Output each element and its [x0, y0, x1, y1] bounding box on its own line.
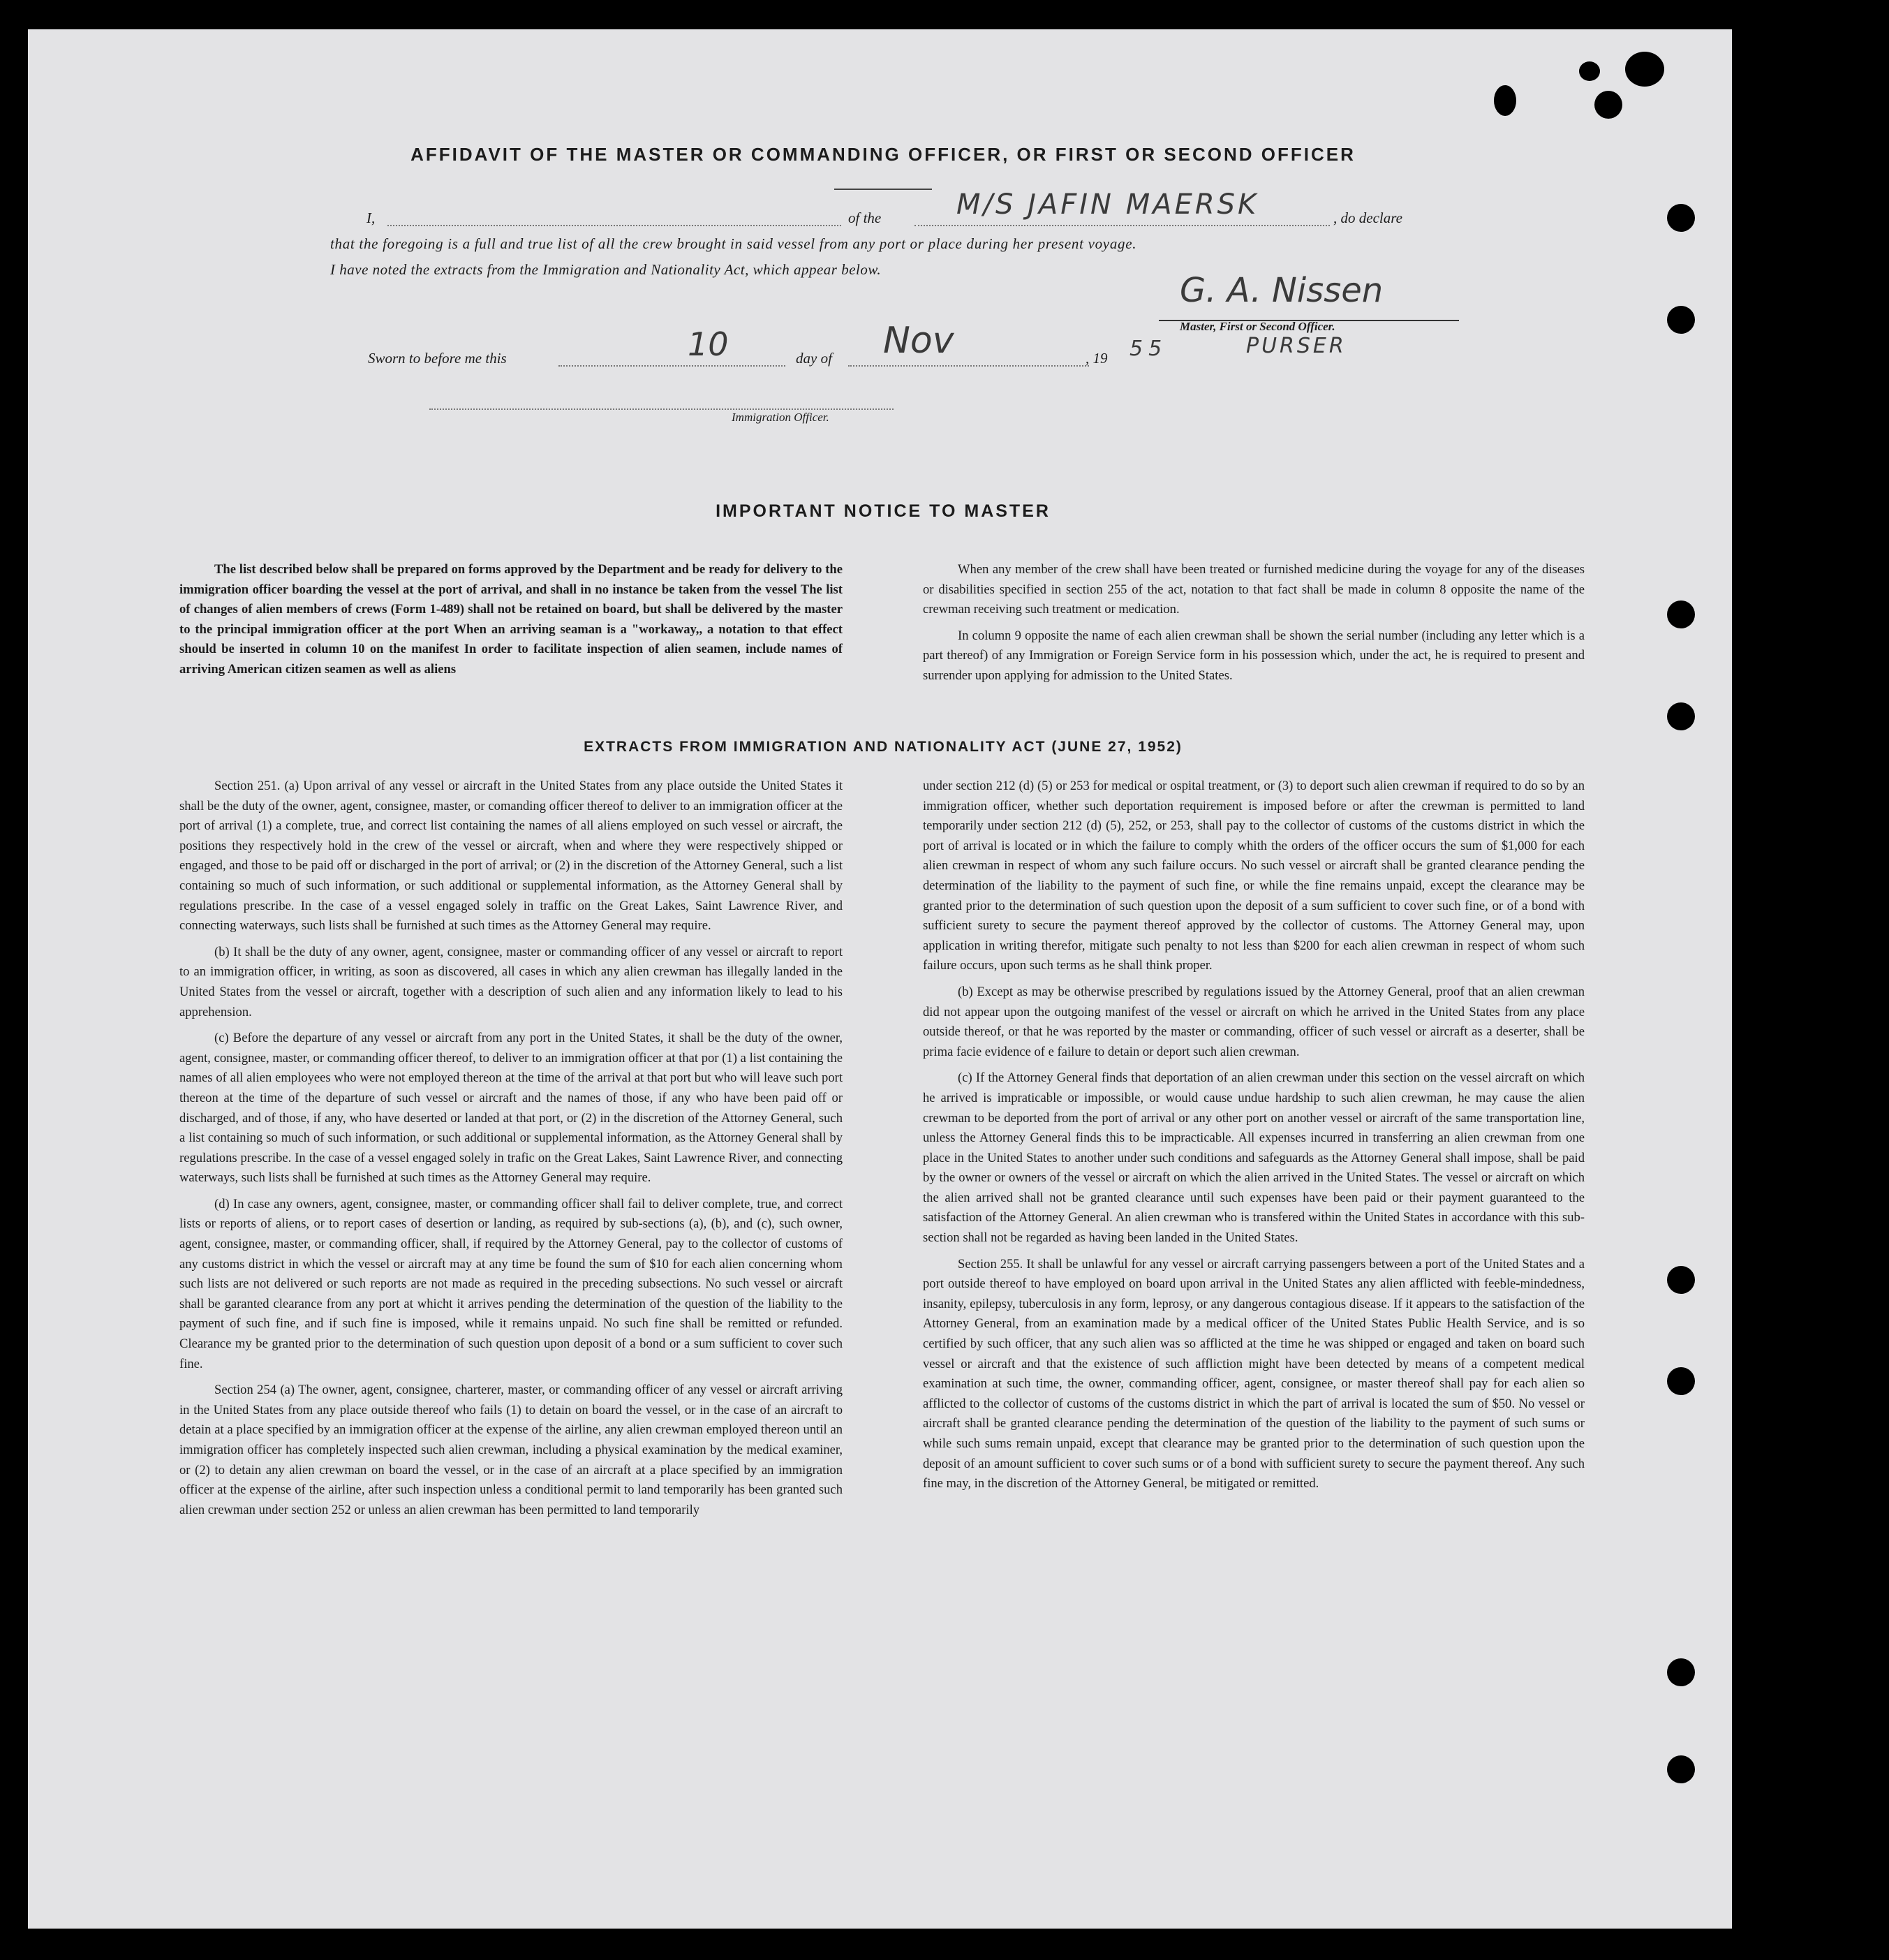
extracts-title: EXTRACTS FROM IMMIGRATION AND NATIONALITY ACT (JUNE 27, 1952) [584, 739, 1183, 755]
section-251-b: (b) It shall be the duty of any owner, agent, consignee, master or commanding officer of any vessel or aircraft to report to an immigration officer, in writing, as soon as discovered, all cases in which any alien crewman has illegally landed in the United States from the vessel or aircraft, together with a description of such alien and any information likely to lead to his apprehension. [179, 944, 843, 1019]
punch-hole [1667, 1266, 1695, 1294]
notice-right-paragraph-1: When any member of the crew shall have been treated or furnished medicine during the voyage for any of the diseases or disabilities specified in section 255 of the act, notation to that fact shall be made in column 8 opposite the name of the crewman receiving such treatment or medication. [923, 562, 1585, 617]
of-the-label: of the [848, 209, 882, 226]
month-blank [848, 365, 1089, 367]
day-blank [558, 365, 785, 367]
extracts-left-column [179, 776, 843, 1526]
affidavit-title: AFFIDAVIT OF THE MASTER OR COMMANDING OFFICER, OR FIRST OR SECOND OFFICER [410, 144, 1356, 165]
ink-blot [1494, 85, 1516, 116]
section-254-a: Section 254 (a) The owner, agent, consignee, charterer, master, or commanding officer of any vessel or aircraft arriving in the United States from any place outside thereof who fails (1) to detain on board the vessel, or in the case of an aircraft to detain at a place specified by an immigration officer at the expense of the airline, any alien crewman employed thereon until an immigration officer has completely inspected such alien crewman, including a physical examination by the medical examiner, or (2) to detain any alien crewman on board the vessel, or in the case of an aircraft at a place specified by an immigration officer at the expense of the airline, after such inspection unless a conditional permit to land temporarily has been granted such alien crewman under section 252 or unless an alien crewman has been permitted to land temporarily [179, 1383, 843, 1517]
notice-left-paragraph: The list described below shall be prepared on forms approved by the Department and be ready for delivery to the immigration officer boarding the vessel at the port of arrival, and shall in no instance be taken from the vessel The list of changes of alien members of crews (Form 1-489) shall not be retained on board, but shall be delivered by the master to the principal immigration officer at the port When an arriving seaman is a "workaway,, a notation to that effect should be inserted in column 10 on the manifest In order to facilitate inspection of alien seamen, include names of arriving American citizen seamen as well as aliens [179, 562, 843, 677]
signer-label: Master, First or Second Officer. [1180, 320, 1335, 333]
ink-blot [1625, 52, 1664, 87]
section-255: Section 255. It shall be unlawful for any vessel or aircraft carrying passengers between a port of the United States and a port outside thereof to have employed on board upon arrival in the United States any alien afflicted with feeble-mindedness, insanity, epilepsy, tuberculosis in any form, leprosy, or any dangerous contagious disease. If it appears to the satisfaction of the Attorney General, from an examination made by a medical officer of the United States Public Health Service, and is so certified by such officer, that any such alien was so afflicted at the time he was shipped or engaged and taken on board such vessel or aircraft and that the existence of such affliction might have been detected by means of a competent medical examination at such time, the owner, commanding officer, agent, consignee, or master thereof shall pay for each alien so afflicted to the collector of customs of the customs district in which the part of arrival is located the sum of $50. No vessel or aircraft shall be granted clearance pending the determination of the question of the liability to the payment of such sums or while such sums remain unpaid, except that clearance may be granted prior to the determination of such question upon the deposit of an amount sufficient to cover such sums or of a bond with sufficient surety to secure the payment thereof. Any such fine may, in the discretion of the Attorney General, be mitigated or remitted. [923, 1256, 1585, 1491]
ink-blot [1579, 61, 1600, 81]
notice-title: IMPORTANT NOTICE TO MASTER [716, 501, 1051, 521]
do-declare-label: , do declare [1333, 209, 1402, 226]
section-251-c: (c) Before the departure of any vessel or aircraft from any port in the United States, it shall be the duty of the owner, agent, consignee, master, or commanding officer thereof, to deliver to an immigration officer at that por (1) a list containing the names of all alien employees who were not employed thereon at the time of the arrival at that port but who will leave such port thereon at the time of the departure of such vessel or aircraft and the names of those, if any who have been paid off or discharged, and of those, if any, who have deserted or landed at that port, or (2) in the discretion of the Attorney General, such a list containing so much of such information, or such additional or supplemental information, as the Attorney General shall by regulations prescribe. In the case of a vessel engaged solely in trafic on the Great Lakes, Saint Lawrence River, and connecting waterways, such lists shall be furnished at such times as the Attorney General may require. [179, 1031, 843, 1186]
punch-hole [1667, 204, 1695, 232]
name-blank [387, 225, 841, 226]
signature: G. A. Nissen [1180, 271, 1384, 310]
punch-hole [1667, 600, 1695, 628]
sworn-label: Sworn to before me this [368, 350, 507, 367]
section-254-c: (c) If the Attorney General finds that deportation of an alien crewman under this section on the vessel aircraft on which he arrived is impraticable or impossible, or would cause undue hardship to such alien crewman, he may cause the alien crewman to be deported from the port of arrival or any other port on another vessel or aircraft of the same transportation line, unless the Attorney General finds this to be impracticable. All expenses incurred in transferring an alien crewman from one place in the United States to another under such conditions and safeguards as the Attorney General shall impose, shall be paid by the owner or owners of the vessel or aircraft on which the alien arrived in the United States. The vessel or aircraft on which the alien arrived shall not be granted clearance until such expenses have been paid or their payment guaranteed to the satisfaction of the Attorney General. An alien crewman who is transfered within the United States in accordance with this sub-section shall not be regarded as having been landed in the United States. [923, 1070, 1585, 1246]
officer-signature-line [429, 408, 894, 410]
i-label: I, [366, 209, 376, 226]
year-prefix: , 19 [1086, 350, 1108, 367]
vessel-blank [914, 225, 1330, 226]
punch-hole [1667, 306, 1695, 334]
divider [834, 189, 932, 190]
vessel-name: M/S JAFIN MAERSK [956, 189, 1259, 221]
notice-right-paragraph-2: In column 9 opposite the name of each alien crewman shall be shown the serial number (including any letter which is a part thereof) of any Immigration or Foreign Service form in his possession which, under the act, he is required to present and surrender upon applying for admission to the United States. [923, 628, 1585, 683]
signer-title: PURSER [1246, 334, 1347, 358]
month-value: Nov [883, 320, 954, 362]
punch-hole [1667, 1658, 1695, 1686]
officer-label: Immigration Officer. [732, 411, 829, 424]
notice-left-column [179, 560, 843, 686]
day-value: 10 [688, 325, 729, 363]
section-251-a: Section 251. (a) Upon arrival of any vessel or aircraft in the United States from any place outside the United States it shall be the duty of the owner, agent, consignee, master, or comanding officer thereof to deliver to an immigration officer at the port of arrival (1) a complete, true, and correct list containing the names of all aliens employed on such vessel or aircraft, the positions they respectively hold in the crew of the vessel or aircraft, when and where they were respectively shipped or engaged, and those to be paid off or discharged in the port of arrival; or (2) in the discretion of the Attorney General, such a list containing so much of such information, or such additional or supplemental information, as the Attorney General shall by regulations prescribe. In the case of a vessel engaged solely in traffic on the Great Lakes, Saint Lawrence River, and connecting waterways, such lists shall be furnished at such times as the Attorney General may require. [179, 779, 843, 934]
section-254-b: (b) Except as may be otherwise prescribed by regulations issued by the Attorney General, proof that an alien crewman did not appear upon the outgoing manifest of the vessel or aircraft on which he arrived in the United States from any place outside thereof, or that he was reported by the master or commanding, officer of such vessel or aircraft as a deserter, shall be prima facie evidence of e failure to detain or deport such alien crewman. [923, 984, 1585, 1059]
day-of-label: day of [796, 350, 832, 367]
section-251-d: (d) In case any owners, agent, consignee, master, or commanding officer shall fail to deliver complete, true, and correct lists or reports of aliens, or to report cases of desertion or landing, as required by sub-sections (a), (b), and (c), such owner, agent, consignee, master, or commanding officer, shall, if required by the Attorney General, pay to the collector of customs of any customs district in which the vessel or aircraft may at any time be found the sum of $10 for each alien concerning whom such lists are not delivered or such reports are not made as required in the preceding subsections. No such vessel or aircraft shall be garanted clearance from any port at whicht it arrives pending the determination of the question of the liability to the payment of such fine, and if such fine is imposed, while it remains unpaid. No such fine shall be remitted or refunded. Clearance my be granted prior to the determination of such question upon deposit of a bond or a sum sufficient to cover such fine. [179, 1196, 843, 1371]
notice-right-column [923, 560, 1585, 693]
year-value: 55 [1129, 337, 1168, 361]
extracts-right-column [923, 776, 1585, 1501]
affidavit-line-2: that the foregoing is a full and true list of all the crew brought in said vessel from any port or place during her present voyage. [330, 235, 1137, 252]
ink-blot [1594, 91, 1622, 119]
punch-hole [1667, 702, 1695, 730]
punch-hole [1667, 1755, 1695, 1783]
punch-hole [1667, 1367, 1695, 1395]
section-254-a-continued: under section 212 (d) (5) or 253 for medical or ospital treatment, or (3) to deport such alien crewman if required to do so by an immigration officer, whether such deportation requirement is imposed before or after the crewman is permitted to land temporarily under section 212 (d) (5), 252, or 253, shall pay to the collector of customs of the customs district in which the port of arrival is located or in which the failure to comply whith the orders of the officer occurs the sum of $1,000 for each alien crewman in respect of whom any such failure occurs. No such vessel or aircraft shall be granted clearance pending the determination of the liability to the payment of such fine, or while the fine remains unpaid, except the clearance may be granted prior to the determination of such question upon the deposit of a sum sufficient to cover such fine, or of a bond with sufficient surety to secure the payment thereof approved by the collector of customs. The Attorney General may, upon application in writing therefor, mitigate such penalty to not less than $200 for each alien crewman in respect of whom such failure occurs, upon such terms as he shall think proper. [923, 779, 1585, 973]
affidavit-line-3: I have noted the extracts from the Immigration and Nationality Act, which appear below. [330, 261, 882, 278]
